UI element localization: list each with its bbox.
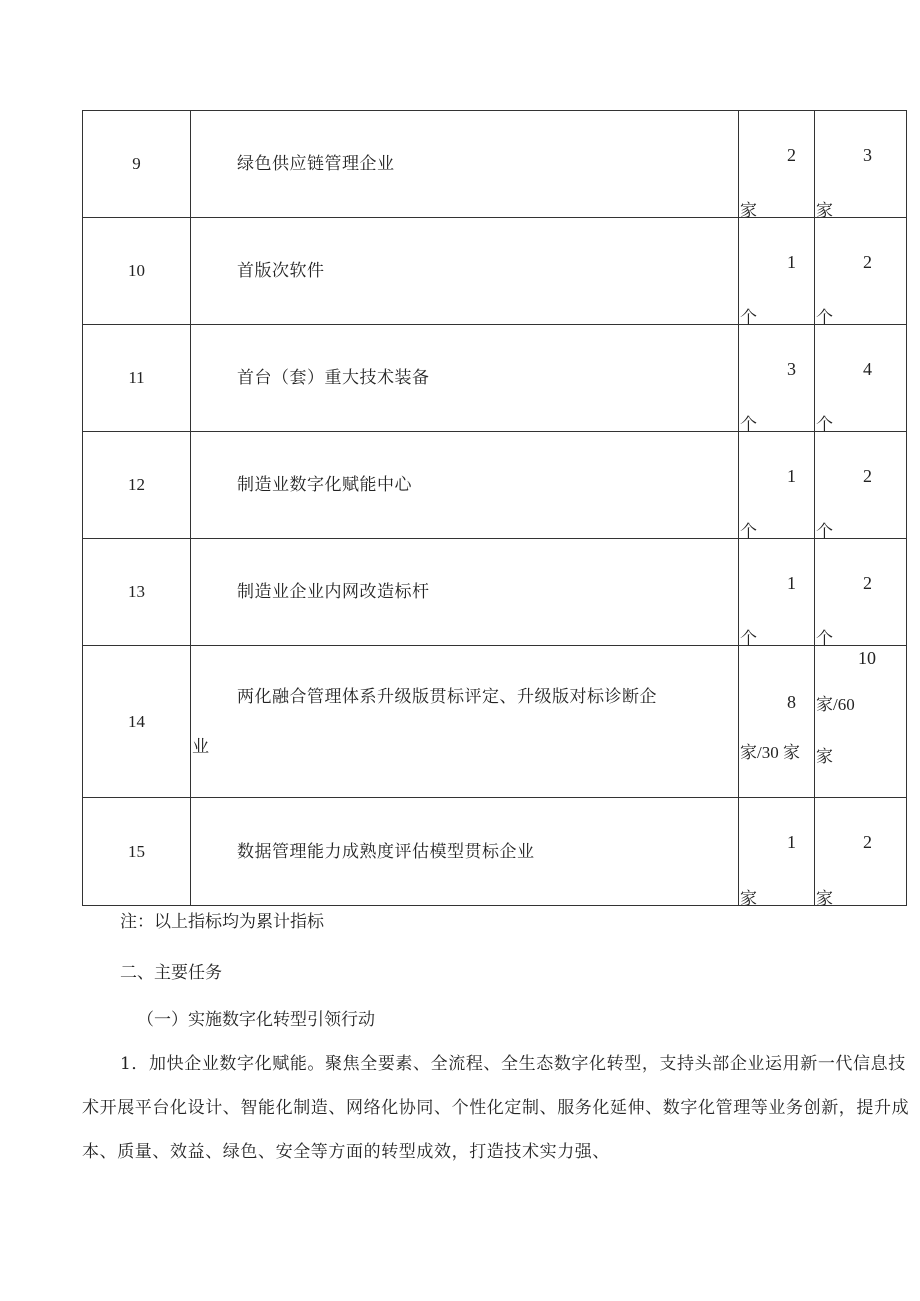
target-value-2: 2 个: [815, 432, 907, 539]
row-number: 15: [83, 798, 191, 906]
table-note: 注：以上指标均为累计指标: [120, 912, 324, 932]
target-value-1: 2 家: [739, 111, 815, 218]
table-row: [83, 432, 907, 539]
target-value-1: 8 家/30 家: [739, 646, 815, 798]
table-row: [83, 646, 907, 798]
indicator-name: [191, 646, 739, 798]
indicator-name: 首版次软件: [191, 218, 739, 325]
section-heading: 二、主要任务: [120, 963, 222, 983]
target-value-2: 2 个: [815, 539, 907, 646]
indicator-name: 制造业企业内网改造标杆: [191, 539, 739, 646]
target-value-2: 3 家: [815, 111, 907, 218]
target-value-2: 2 个: [815, 218, 907, 325]
row-number: 11: [83, 325, 191, 432]
table-row: [83, 539, 907, 646]
row-number: 12: [83, 432, 191, 539]
target-value-1: 1 个: [739, 432, 815, 539]
target-value-1: 3 个: [739, 325, 815, 432]
target-value-1: 1 个: [739, 539, 815, 646]
table-row: [83, 218, 907, 325]
target-value-2: 10 家/60 家: [815, 646, 907, 798]
indicator-name: 首台（套）重大技术装备: [191, 325, 739, 432]
indicator-table: [82, 110, 907, 909]
target-value-2: 4 个: [815, 325, 907, 432]
indicator-name-line1: 两化融合管理体系升级版贯标评定、升级版对标诊断企: [237, 686, 657, 707]
row-number: 13: [83, 539, 191, 646]
indicator-name-line2: 业: [192, 736, 210, 757]
table-row: [83, 798, 907, 906]
target-value-1: 1 个: [739, 218, 815, 325]
indicator-name: 数据管理能力成熟度评估模型贯标企业: [191, 798, 739, 906]
table-row: [83, 111, 907, 218]
target-value-1: 1 家: [739, 798, 815, 906]
row-number: 10: [83, 218, 191, 325]
row-number: 14: [83, 646, 191, 798]
table-row: [83, 325, 907, 432]
body-paragraph: 1．加快企业数字化赋能。聚焦全要素、全流程、全生态数字化转型，支持头部企业运用新一代信息技术开展平台化设计、智能化制造、网络化协同、个性化定制、服务化延伸、数字化管理等业务创新，提升成本、质量、效益、绿色、安全等方面的转型成效，打造技术实力强、: [82, 1054, 910, 1162]
indicator-name: 制造业数字化赋能中心: [191, 432, 739, 539]
target-value-2: 2 家: [815, 798, 907, 906]
row-number: 9: [83, 111, 191, 218]
subsection-heading: （一）实施数字化转型引领行动: [137, 1010, 375, 1030]
indicator-name: 绿色供应链管理企业: [191, 111, 739, 218]
